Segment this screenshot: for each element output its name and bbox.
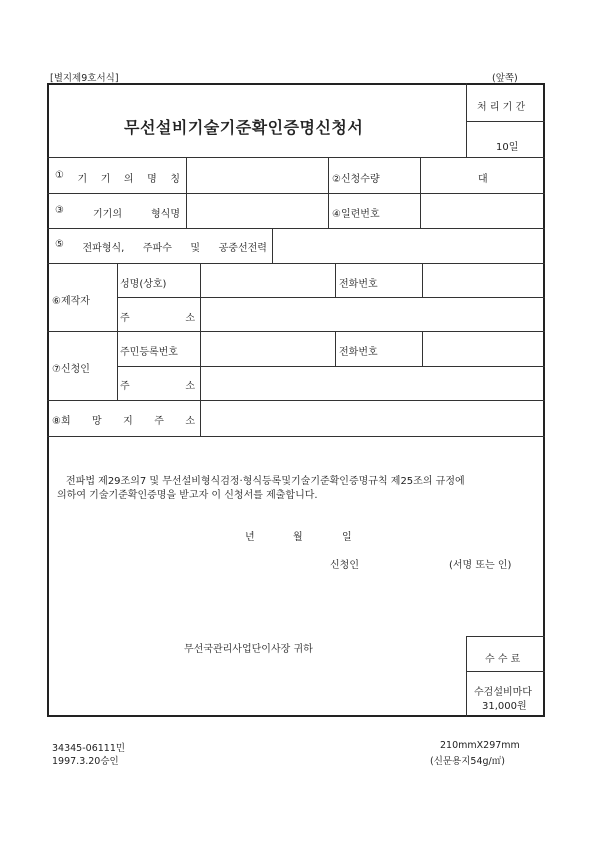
radio-type-label: ⑤ 전파형식, 주파수 및 공중선전력 [55,239,267,254]
row-divider [47,157,545,158]
col-divider [272,228,273,263]
desired-address-label: ⑧희 망 지 주 소 [52,416,195,427]
paper-size: 210mmX297mm [440,740,520,751]
row-divider [117,366,545,367]
row-divider [117,297,545,298]
device-name-label: ① 기 기 의 명 칭 [55,170,180,185]
col-divider [200,263,201,436]
processing-value: 10일 [496,142,519,153]
statement-line-1: 전파법 제29조의7 및 무선설비형식검정·형식등록및기술기준확인증명규칙 제25조의 규정에 [66,476,465,487]
applicant-address-label: 주 소 [120,381,195,392]
row-divider [47,228,545,229]
serial-label: ④일련번호 [332,209,380,220]
manufacturer-address-label: 주 소 [120,313,195,324]
col-divider [422,331,423,366]
statement-line-2: 의하여 기술기준확인증명을 받고자 이 신청서를 제출합니다. [57,490,318,501]
name-label: 성명(상호) [120,279,167,290]
page-side-label: (앞쪽) [492,73,518,84]
fee-label: 수 수 료 [485,654,521,665]
col-divider [117,263,118,400]
fee-divider [466,671,545,672]
applicant-label: ⑦신청인 [52,364,90,375]
quantity-label: ②신청수량 [332,174,380,185]
col-divider [335,331,336,366]
sign-note: (서명 또는 인) [449,560,512,571]
recipient: 무선국관리사업단이사장 귀하 [184,644,313,655]
fee-border [466,636,467,717]
quantity-unit: 대 [478,174,488,185]
row-divider [47,400,545,401]
manufacturer-label: ⑥제작자 [52,296,90,307]
approval-date: 1997.3.20승인 [52,756,119,767]
resident-number-label: 주민등록번호 [120,347,178,358]
row-divider [47,436,545,437]
col-divider [420,157,421,228]
col-divider [186,157,187,228]
date-month: 월 [293,532,303,543]
model-name-label: ③ 기기의 형식명 [55,205,180,220]
applicant-phone-label: 전화번호 [339,347,378,358]
signer-label: 신청인 [330,560,359,571]
fee-top-border [466,636,545,637]
col-divider [328,157,329,228]
date-year: 년 [245,532,255,543]
processing-label: 처 리 기 간 [477,102,526,113]
processing-divider [466,121,545,122]
processing-border [466,83,467,157]
row-divider [47,263,545,264]
form-title: 무선설비기술기준확인증명신청서 [124,118,364,137]
phone-label: 전화번호 [339,279,378,290]
row-divider [47,331,545,332]
form-code: 34345-06111민 [52,743,126,754]
row-divider [47,193,545,194]
paper-type: (신문용지54g/㎡) [430,756,505,767]
col-divider [335,263,336,297]
fee-amount: 31,000원 [482,701,527,712]
fee-line-1: 수검설비마다 [474,687,532,698]
date-day: 일 [342,532,352,543]
col-divider [422,263,423,297]
form-number: [별지제9호서식] [50,73,119,84]
